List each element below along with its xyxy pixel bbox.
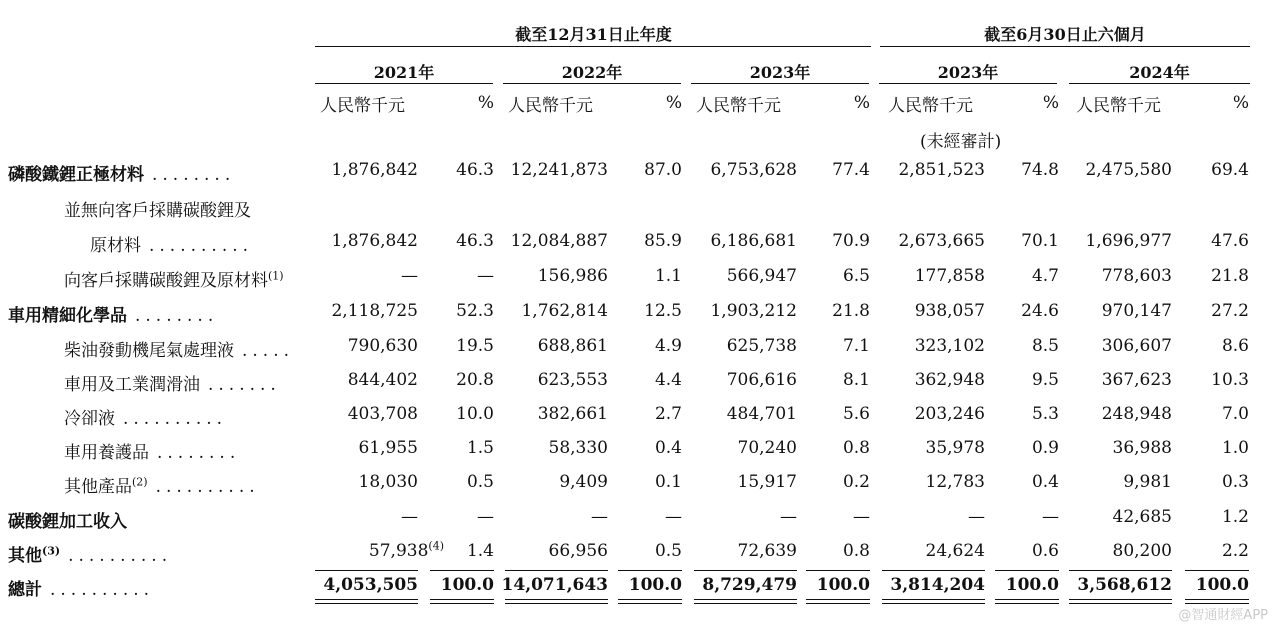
total-top-rule: [1069, 570, 1172, 571]
cell-value: 15,917: [737, 472, 797, 492]
cell-value: 623,553: [537, 370, 608, 390]
cell-value: 12,084,887: [510, 231, 608, 251]
pct-cell: [1119, 541, 1249, 561]
total-double-rule: [995, 599, 1059, 604]
pct-cell: [1119, 438, 1249, 458]
dot-leader: ........: [135, 306, 219, 326]
dot-leader: ..........: [149, 236, 254, 256]
cell-value: —: [780, 507, 797, 527]
pct-cell: [929, 231, 1059, 251]
pct-cell: [552, 404, 682, 424]
cell-value: 3,814,204: [890, 575, 985, 595]
pct-cell: [1119, 472, 1249, 492]
pct-cell: [364, 507, 494, 527]
unit-header-5: 人民幣千元: [1076, 96, 1161, 116]
pct-header-2: %: [665, 93, 682, 113]
pct-cell: [929, 404, 1059, 424]
cell-value: 0.3: [1221, 472, 1249, 492]
pct-cell: [364, 370, 494, 390]
pct-cell: [929, 301, 1059, 321]
pct-cell: [552, 575, 682, 595]
cell-value: 19.5: [456, 336, 494, 356]
total-top-rule: [505, 570, 608, 571]
pct-cell: [740, 160, 870, 180]
cell-value: 58,330: [548, 438, 608, 458]
cell-value: 5.3: [1031, 404, 1059, 424]
cell-value: 12,241,873: [510, 160, 608, 180]
year-rule-1: [315, 83, 493, 84]
cell-value: 74.8: [1021, 160, 1059, 180]
pct-cell: [740, 404, 870, 424]
total-top-rule: [430, 570, 494, 571]
cell-value: 8.6: [1221, 336, 1249, 356]
dot-leader: ........: [152, 165, 236, 185]
year-header-1: 2021年: [373, 63, 435, 82]
pct-cell: [929, 336, 1059, 356]
cell-value: 66,956: [548, 541, 608, 561]
footnote-marker: (2): [132, 475, 148, 489]
pct-cell: [364, 438, 494, 458]
cell-value: 1,762,814: [521, 301, 608, 321]
pct-cell: [552, 231, 682, 251]
cell-value: 2,673,665: [898, 231, 985, 251]
pct-cell: [364, 541, 494, 561]
row-label: [64, 336, 294, 361]
cell-value: 47.6: [1211, 231, 1249, 251]
total-double-rule: [315, 599, 418, 604]
pct-cell: [364, 336, 494, 356]
pct-cell: [1119, 231, 1249, 251]
pct-cell: [740, 301, 870, 321]
total-top-rule: [618, 570, 682, 571]
row-label-text: 磷酸鐵鋰正極材料: [8, 165, 144, 185]
cell-value: 1,696,977: [1085, 231, 1172, 251]
pct-cell: [364, 266, 494, 286]
footnote-marker: (1): [268, 269, 284, 283]
pct-cell: [364, 160, 494, 180]
cell-value: 0.1: [654, 472, 682, 492]
row-label-text: 冷卻液: [64, 409, 115, 429]
cell-value: 177,858: [914, 266, 985, 286]
row-label-text: 柴油發動機尾氣處理液: [64, 341, 234, 361]
cell-value: 35,978: [925, 438, 985, 458]
cell-value: 2,475,580: [1085, 160, 1172, 180]
cell-value: 100.0: [1195, 575, 1249, 595]
pct-cell: [364, 472, 494, 492]
cell-value: 4.7: [1031, 266, 1059, 286]
cell-value: 80,200: [1112, 541, 1172, 561]
total-top-rule: [995, 570, 1059, 571]
cell-value: 9,409: [559, 472, 608, 492]
cell-value: 1,876,842: [331, 231, 418, 251]
row-label: [64, 472, 260, 497]
unit-header-1: 人民幣千元: [320, 96, 405, 116]
row-label-text: 原材料: [90, 236, 141, 256]
row-label: [8, 160, 235, 185]
cell-value: 970,147: [1101, 301, 1172, 321]
row-label: [64, 370, 281, 395]
total-top-rule: [882, 570, 985, 571]
cell-value: 85.9: [644, 231, 682, 251]
pct-cell: [740, 370, 870, 390]
row-label-text: 並無向客戶採購碳酸鋰及: [64, 201, 251, 221]
cell-value: 4.9: [654, 336, 682, 356]
pct-header-3: %: [853, 93, 870, 113]
cell-value: 42,685: [1112, 507, 1172, 527]
cell-value: 2,118,725: [331, 301, 418, 321]
cell-value: 87.0: [644, 160, 682, 180]
pct-cell: [552, 438, 682, 458]
cell-value: 706,616: [726, 370, 797, 390]
cell-value: 403,708: [347, 404, 418, 424]
pct-cell: [740, 231, 870, 251]
pct-cell: [552, 301, 682, 321]
pct-cell: [1119, 575, 1249, 595]
pct-cell: [1119, 266, 1249, 286]
cell-value: 1.5: [466, 438, 494, 458]
cell-value: 1.2: [1221, 507, 1249, 527]
dot-leader: ........: [157, 443, 241, 463]
pct-cell: [737, 541, 870, 561]
row-label: [8, 507, 127, 532]
total-double-rule: [430, 599, 494, 604]
row-label-text: 向客戶採購碳酸鋰及原材料: [64, 271, 268, 291]
pct-cell: [364, 301, 494, 321]
total-top-rule: [806, 570, 870, 571]
header-group-six-months: 截至6月30日止六個月: [984, 25, 1146, 44]
unaudited-note: (未經審計): [920, 132, 1002, 152]
cell-value: —: [401, 507, 418, 527]
cell-value: 0.9: [1031, 438, 1059, 458]
pct-cell: [929, 160, 1059, 180]
total-double-rule: [505, 599, 608, 604]
row-label-text: 車用養護品: [64, 443, 149, 463]
row-label-text: 總計: [8, 580, 42, 600]
cell-value: 844,402: [347, 370, 418, 390]
total-double-rule: [1069, 599, 1172, 604]
cell-value: 2,851,523: [898, 160, 985, 180]
cell-value: 61,955: [358, 438, 418, 458]
pct-cell: [929, 266, 1059, 286]
cell-value: 625,738: [726, 336, 797, 356]
pct-cell: [364, 575, 494, 595]
pct-cell: [364, 404, 494, 424]
cell-value: 778,603: [1101, 266, 1172, 286]
pct-cell: [929, 438, 1059, 458]
cell-value: 9.5: [1031, 370, 1059, 390]
pct-cell: [552, 266, 682, 286]
pct-cell: [740, 575, 870, 595]
cell-value: 306,607: [1101, 336, 1172, 356]
pct-cell: [552, 336, 682, 356]
cell-value: 70.9: [832, 231, 870, 251]
row-label: [90, 231, 253, 256]
total-double-rule: [618, 599, 682, 604]
cell-value: 21.8: [1211, 266, 1249, 286]
cell-value: 8,729,479: [702, 575, 797, 595]
cell-value: 2.7: [654, 404, 682, 424]
pct-cell: [929, 472, 1059, 492]
cell-value: 14,071,643: [501, 575, 608, 595]
unit-header-2: 人民幣千元: [508, 96, 593, 116]
pct-cell: [552, 472, 682, 492]
pct-cell: [929, 541, 1059, 561]
cell-value: 0.2: [842, 472, 870, 492]
cell-value: 20.8: [456, 370, 494, 390]
cell-value: —: [968, 507, 985, 527]
row-label: [64, 196, 251, 221]
pct-cell: [552, 370, 682, 390]
cell-value: 6.5: [842, 266, 870, 286]
year-rule-5: [1069, 83, 1250, 84]
cell-value: 0.5: [654, 541, 682, 561]
dot-leader: .......: [208, 375, 281, 395]
pct-cell: [929, 370, 1059, 390]
cell-value: 688,861: [537, 336, 608, 356]
pct-header-1: %: [477, 93, 494, 113]
cell-value: 0.6: [1031, 541, 1059, 561]
row-label: [8, 575, 154, 600]
cell-value: 367,623: [1101, 370, 1172, 390]
footnote-marker: (3): [42, 544, 61, 558]
cell-value: 566,947: [726, 266, 797, 286]
total-top-rule: [1185, 570, 1249, 571]
cell-value: 1,876,842: [331, 160, 418, 180]
pct-cell: [740, 336, 870, 356]
cell-value: 100.0: [1005, 575, 1059, 595]
row-label: [8, 541, 172, 566]
pct-cell: [929, 507, 1059, 527]
row-label: [64, 404, 227, 429]
cell-value: 70,240: [737, 438, 797, 458]
cell-value: 100.0: [628, 575, 682, 595]
cell-value: 18,030: [358, 472, 418, 492]
cell-value: 5.6: [842, 404, 870, 424]
cell-value: —: [477, 507, 494, 527]
cell-value: 57,938: [368, 541, 429, 561]
cell-value: 24,624: [925, 541, 985, 561]
row-label-text: 車用精細化學品: [8, 306, 127, 326]
cell-value: 6,753,628: [710, 160, 797, 180]
cell-value: 7.1: [842, 336, 870, 356]
year-rule-2: [503, 83, 681, 84]
cell-value: 484,701: [726, 404, 797, 424]
total-top-rule: [694, 570, 797, 571]
cell-value: 3,568,612: [1077, 575, 1172, 595]
cell-value: 36,988: [1112, 438, 1172, 458]
pct-cell: [740, 266, 870, 286]
cell-value: 46.3: [456, 231, 494, 251]
year-header-4: 2023年: [937, 63, 999, 82]
header-rule-fiscal: [315, 46, 871, 47]
dot-leader: ..........: [155, 477, 260, 497]
cell-value: 24.6: [1021, 301, 1059, 321]
pct-cell: [1119, 301, 1249, 321]
cell-value: 21.8: [832, 301, 870, 321]
cell-value: —: [1042, 507, 1059, 527]
cell-value: 69.4: [1211, 160, 1249, 180]
cell-value: 323,102: [914, 336, 985, 356]
row-label-text: 其他: [8, 546, 42, 566]
cell-value: 10.0: [456, 404, 494, 424]
row-label-text: 車用及工業潤滑油: [64, 375, 200, 395]
pct-cell: [929, 575, 1059, 595]
cell-value: 0.4: [1031, 472, 1059, 492]
cell-value: 52.3: [456, 301, 494, 321]
row-label-text: 碳酸鋰加工收入: [8, 512, 127, 532]
pct-cell: [1119, 370, 1249, 390]
pct-cell: [364, 231, 494, 251]
cell-value: —: [853, 507, 870, 527]
footnote-marker: (4): [428, 539, 444, 553]
cell-value: 72,639: [737, 541, 797, 561]
pct-header-5: %: [1232, 93, 1249, 113]
cell-value: 0.8: [842, 541, 870, 561]
cell-value: 9,981: [1123, 472, 1172, 492]
pct-cell: [740, 507, 870, 527]
cell-value: 156,986: [537, 266, 608, 286]
dot-leader: .....: [242, 341, 295, 361]
pct-cell: [737, 472, 870, 492]
dot-leader: ..........: [50, 580, 155, 600]
cell-value: 362,948: [914, 370, 985, 390]
pct-cell: [1119, 404, 1249, 424]
cell-value: 1,903,212: [710, 301, 797, 321]
cell-value: —: [401, 266, 418, 286]
total-double-rule: [694, 599, 797, 604]
cell-value: 100.0: [816, 575, 870, 595]
cell-value: 0.5: [466, 472, 494, 492]
header-rule-six-months: [880, 46, 1250, 47]
cell-value: 7.0: [1221, 404, 1249, 424]
cell-value: 0.4: [654, 438, 682, 458]
row-label: [64, 438, 240, 463]
pct-cell: [552, 160, 682, 180]
cell-value: 248,948: [1101, 404, 1172, 424]
year-header-5: 2024年: [1129, 63, 1190, 82]
year-header-3: 2023年: [749, 63, 811, 82]
cell-value: 10.3: [1211, 370, 1249, 390]
year-rule-3: [691, 83, 869, 84]
cell-value: 100.0: [440, 575, 494, 595]
cell-value: 790,630: [347, 336, 418, 356]
cell-value: —: [477, 266, 494, 286]
unit-header-4: 人民幣千元: [888, 96, 973, 116]
cell-value: —: [665, 507, 682, 527]
cell-value: 27.2: [1211, 301, 1249, 321]
cell-value: 12,783: [925, 472, 985, 492]
total-top-rule: [315, 570, 418, 571]
row-label-text: 其他產品: [64, 477, 132, 497]
row-label: [64, 266, 284, 291]
cell-value: 1.1: [654, 266, 682, 286]
pct-cell: [1119, 160, 1249, 180]
pct-cell: [1119, 507, 1249, 527]
cell-value: 6,186,681: [710, 231, 797, 251]
cell-value: 8.5: [1031, 336, 1059, 356]
cell-value: 46.3: [456, 160, 494, 180]
cell-value: 8.1: [842, 370, 870, 390]
cell-value: —: [591, 507, 608, 527]
dot-leader: ..........: [123, 409, 228, 429]
cell-value: 77.4: [832, 160, 870, 180]
year-header-2: 2022年: [561, 63, 623, 82]
cell-value: 4,053,505: [323, 575, 418, 595]
dot-leader: ..........: [68, 546, 173, 566]
cell-value: 70.1: [1021, 231, 1059, 251]
total-double-rule: [806, 599, 870, 604]
watermark: @智通財經APP: [1178, 608, 1268, 623]
row-label: [8, 301, 218, 326]
cell-value: 382,661: [537, 404, 608, 424]
cell-value: 0.8: [842, 438, 870, 458]
cell-value: 12.5: [644, 301, 682, 321]
cell-value: 4.4: [654, 370, 682, 390]
unit-header-3: 人民幣千元: [696, 96, 781, 116]
cell-value: 2.2: [1221, 541, 1249, 561]
total-double-rule: [882, 599, 985, 604]
cell-value: 1.0: [1221, 438, 1249, 458]
pct-cell: [552, 507, 682, 527]
pct-header-4: %: [1042, 93, 1059, 113]
cell-value: 938,057: [914, 301, 985, 321]
cell-value: 1.4: [466, 541, 494, 561]
pct-cell: [1119, 336, 1249, 356]
pct-cell: [552, 541, 682, 561]
pct-cell: [737, 438, 870, 458]
header-group-fiscal-year: 截至12月31日止年度: [515, 25, 672, 44]
year-rule-4: [879, 83, 1057, 84]
cell-value: 203,246: [914, 404, 985, 424]
